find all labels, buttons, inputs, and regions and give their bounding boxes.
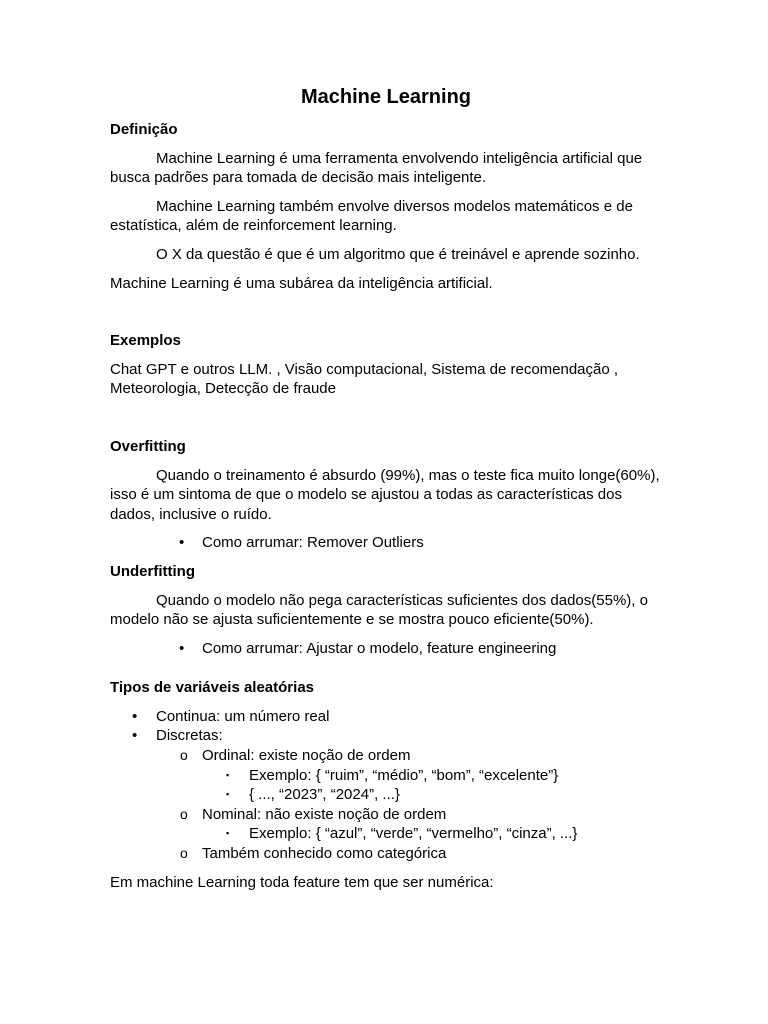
bullet-marker: • [132,707,138,725]
list-item-text: Exemplo: { “ruim”, “médio”, “bom”, “excelente”} [249,766,559,784]
document-title: Machine Learning [300,86,472,108]
square-marker: ▪ [226,769,230,780]
heading-underfitting: Underfitting [110,562,195,580]
list-item-text: Discretas: [156,727,223,745]
list-item [110,824,662,844]
bullet-marker: • [179,534,185,552]
list-item [110,707,662,727]
list-item-text: Também conhecido como categórica [202,845,447,863]
bullet-marker: • [132,727,138,745]
list-item [110,766,662,786]
list-item-text: Continua: um número real [156,707,330,725]
circle-marker: o [180,845,188,862]
list-item [110,785,662,805]
paragraph: Quando o treinamento é absurdo (99%), mas o teste fica muito longe(60%), isso é um sintoma de que o modelo se ajustou a todas as características dos dados, inclusive o ruído. [110,466,660,523]
list-item-text: Nominal: não existe noção de ordem [202,805,447,823]
document-page [110,84,662,892]
square-marker: ▪ [226,828,230,839]
list-item [110,533,662,553]
list-item-text: { ..., “2023”, “2024”, ...} [249,786,400,804]
paragraph: Quando o modelo não pega características suficientes dos dados(55%), o modelo não se ajusta suficientemente e se mostra pouco eficiente(50%). [110,591,648,629]
list-item-text: Ordinal: existe noção de ordem [202,747,411,765]
list-item [110,844,662,864]
paragraph: Machine Learning é uma ferramenta envolvendo inteligência artificial que busca padrões para tomada de decisão mais inteligente. [110,149,643,187]
paragraph: Machine Learning é uma subárea da inteligência artificial. [110,274,493,292]
list-item [110,805,662,825]
heading-definicao: Definição [110,121,178,138]
heading-tipos: Tipos de variáveis aleatórias [110,679,315,697]
paragraph: Em machine Learning toda feature tem que ser numérica: [110,873,494,891]
heading-exemplos: Exemplos [110,332,181,350]
paragraph: O X da questão é que é um algoritmo que é treinável e aprende sozinho. [156,245,640,263]
square-marker: ▪ [226,789,230,800]
paragraph: Machine Learning também envolve diversos modelos matemáticos e de estatística, além de reinforcement learning. [110,197,633,235]
heading-overfitting: Overfitting [110,437,186,455]
list-item-text: Como arrumar: Ajustar o modelo, feature engineering [202,639,557,657]
list-item-text: Como arrumar: Remover Outliers [202,534,424,552]
paragraph: Chat GPT e outros LLM. , Visão computacional, Sistema de recomendação , Meteorologia, Detecção de fraude [110,360,619,398]
circle-marker: o [180,805,188,822]
bullet-marker: • [179,639,185,657]
circle-marker: o [180,747,188,764]
list-item [110,639,662,659]
list-item [110,746,662,766]
list-item-text: Exemplo: { “azul”, “verde”, “vermelho”, “cinza”, ...} [249,825,578,843]
list-item [110,726,662,746]
